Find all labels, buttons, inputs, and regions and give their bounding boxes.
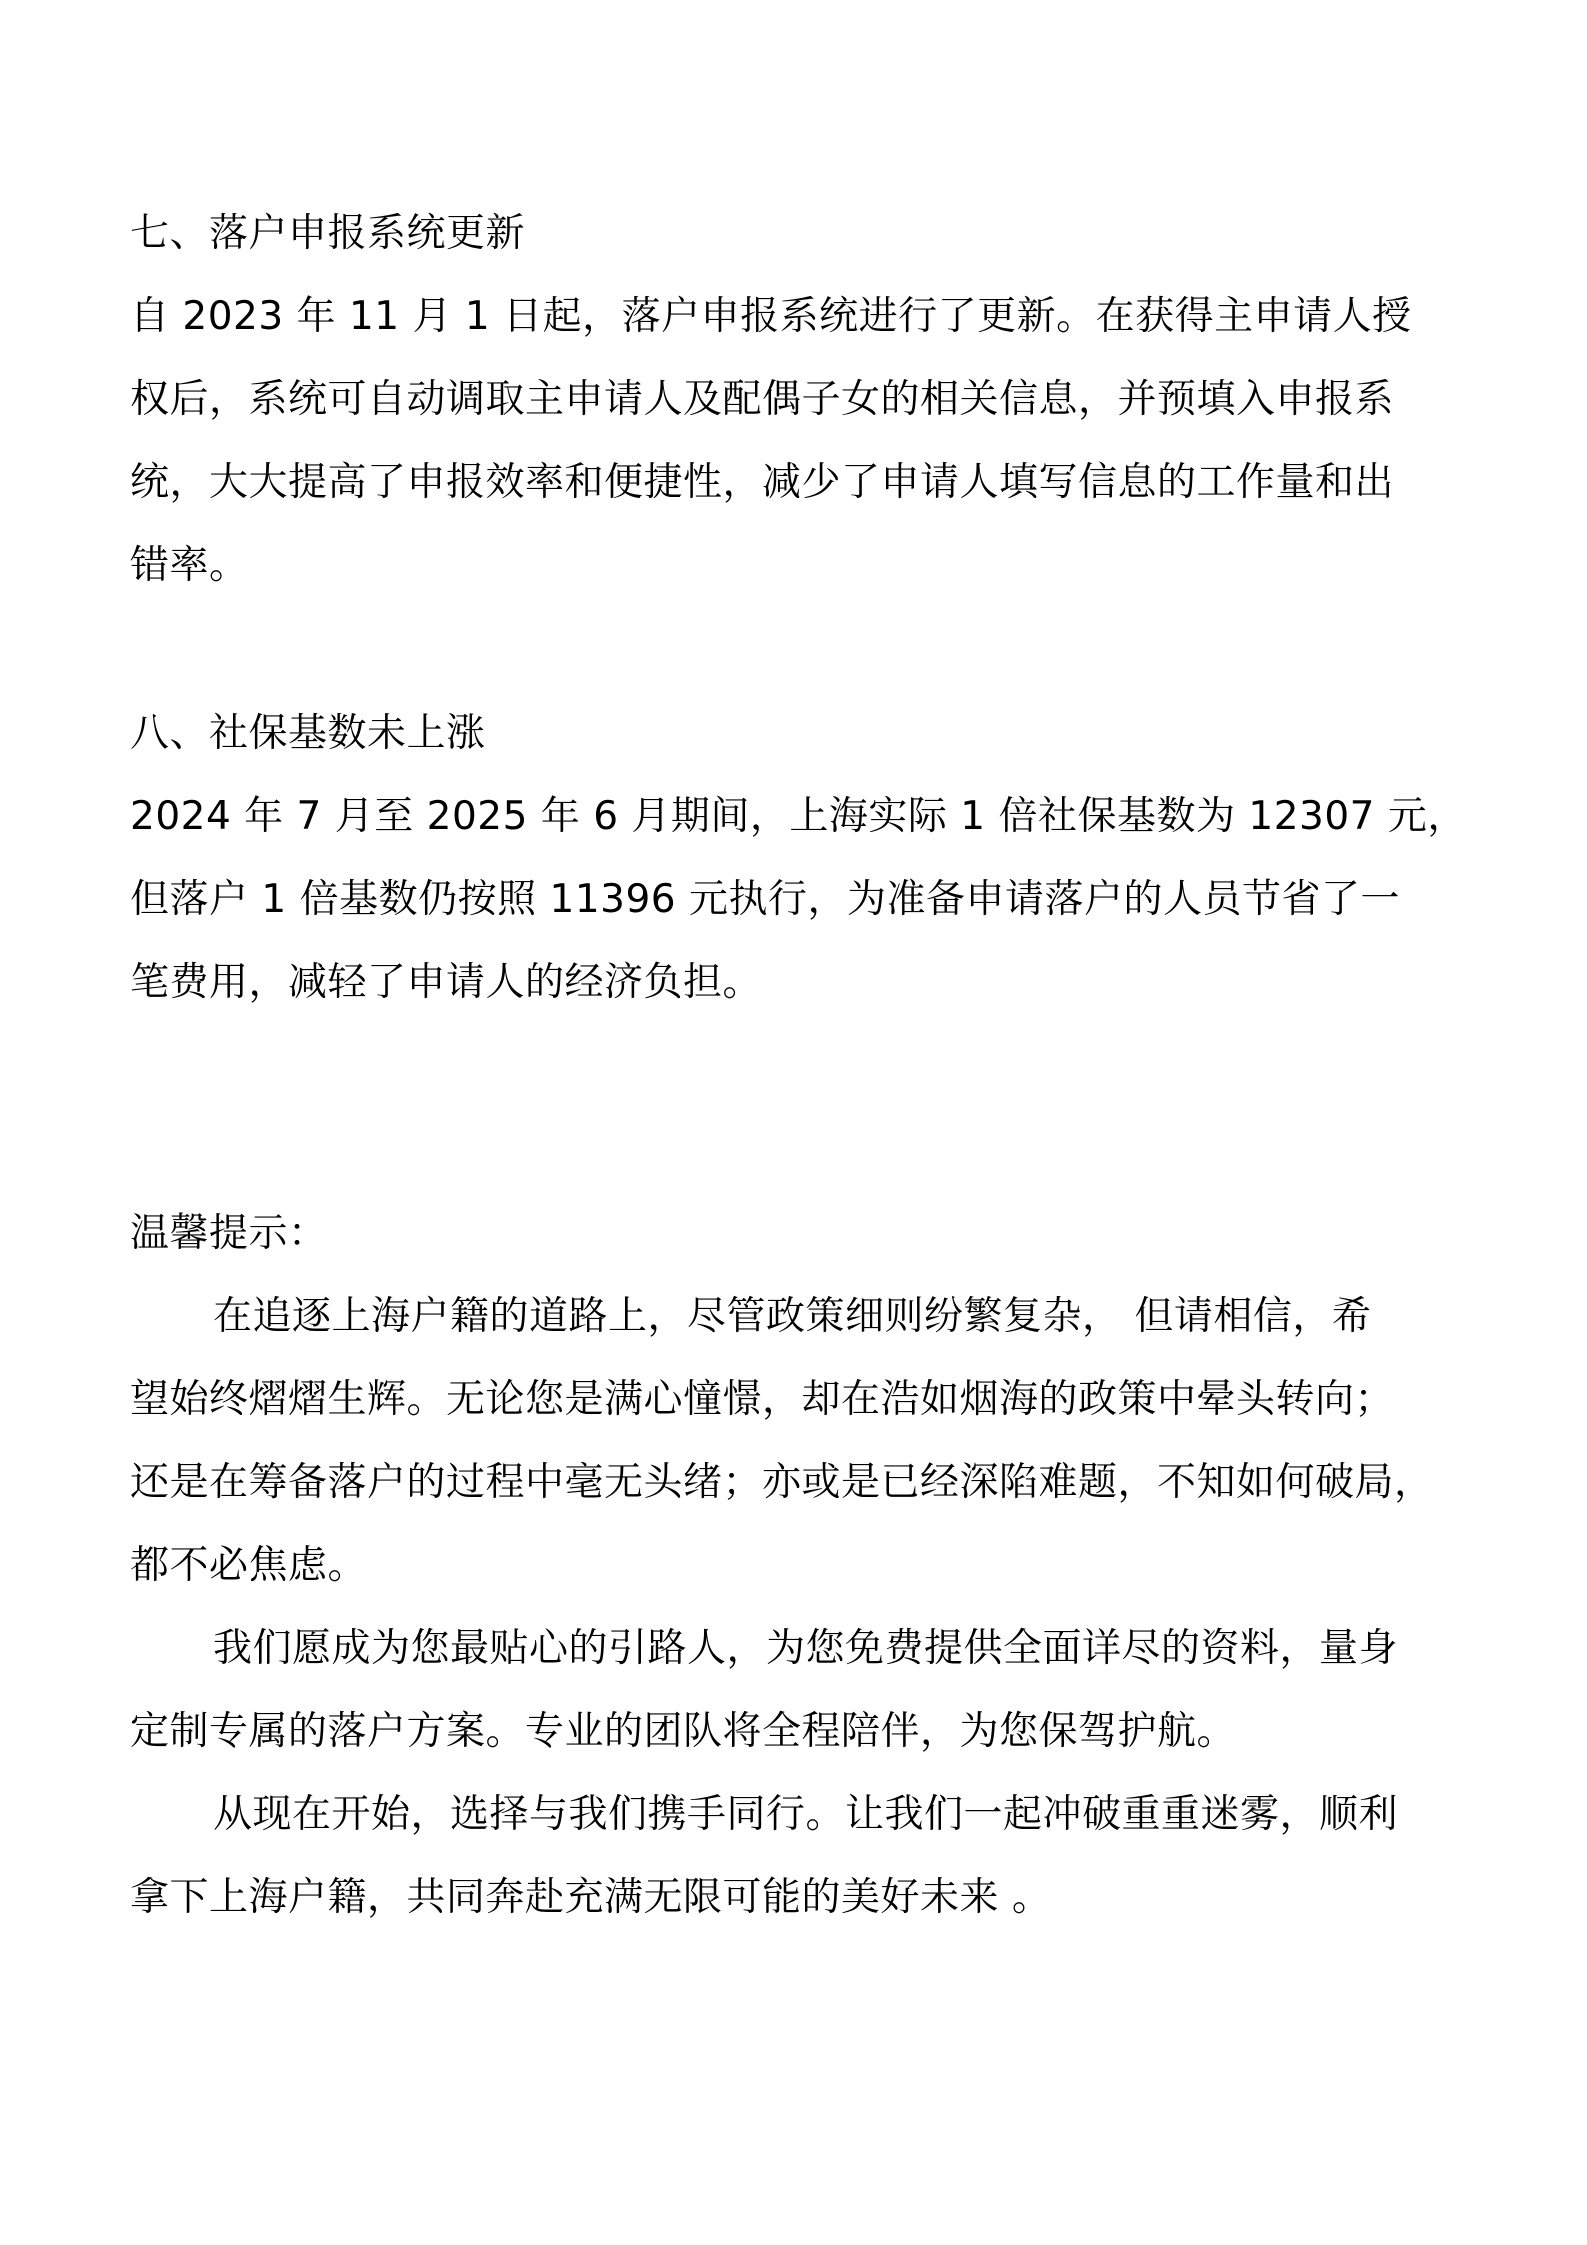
tips-line: 望始终熠熠生辉。无论您是满心憧憬，却在浩如烟海的政策中晕头转向； xyxy=(130,1377,1395,1422)
body-line: 但落户 1 倍基数仍按照 11396 元执行，为准备申请落户的人员节省了一 xyxy=(130,877,1400,922)
section-system-update xyxy=(130,192,1480,607)
body-line: 笔费用，减轻了申请人的经济负担。 xyxy=(130,960,763,1005)
section-heading: 七、落户申报系统更新 xyxy=(130,211,526,256)
body-line: 权后，系统可自动调取主申请人及配偶子女的相关信息，并预填入申报系 xyxy=(130,377,1395,422)
tips-heading: 温馨提示： xyxy=(130,1211,328,1256)
tips-line: 定制专属的落户方案。专业的团队将全程陪伴，为您保驾护航。 xyxy=(130,1709,1237,1754)
body-line: 2024 年 7 月至 2025 年 6 月期间，上海实际 1 倍社保基数为 12307 元， xyxy=(130,794,1467,839)
tips-line: 我们愿成为您最贴心的引路人，为您免费提供全面详尽的资料，量身 xyxy=(213,1626,1399,1671)
tips-line: 拿下上海户籍，共同奔赴充满无限可能的美好未来 。 xyxy=(130,1875,1052,1920)
body-line: 错率。 xyxy=(130,543,249,588)
tips-line: 还是在筹备落户的过程中毫无头绪；亦或是已经深陷难题，不知如何破局， xyxy=(130,1460,1434,1505)
body-line: 统，大大提高了申报效率和便捷性，减少了申请人填写信息的工作量和出 xyxy=(130,460,1395,505)
section-social-security-base xyxy=(130,692,1480,1024)
section-heading: 八、社保基数未上涨 xyxy=(130,711,486,756)
section-warm-tips xyxy=(130,1192,1480,1939)
tips-line: 都不必焦虑。 xyxy=(130,1543,368,1588)
tips-line: 从现在开始，选择与我们携手同行。让我们一起冲破重重迷雾，顺利 xyxy=(213,1792,1399,1837)
tips-line: 在追逐上海户籍的道路上，尽管政策细则纷繁复杂， 但请相信，希 xyxy=(213,1294,1372,1339)
body-line: 自 2023 年 11 月 1 日起，落户申报系统进行了更新。在获得主申请人授 xyxy=(130,294,1412,339)
